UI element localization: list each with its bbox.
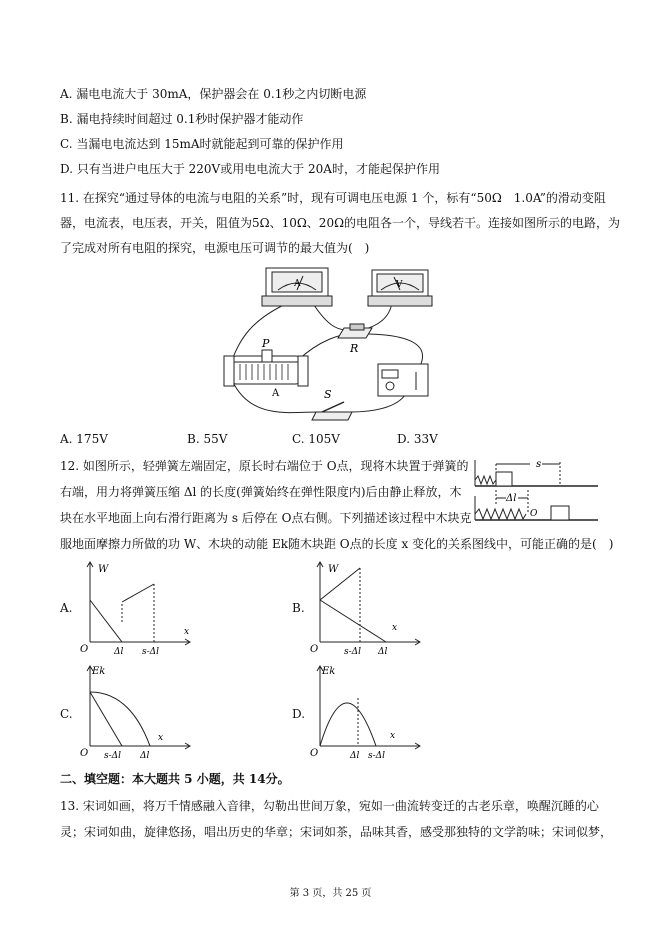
graph-b-x-label: x <box>392 623 398 633</box>
spring-figure-s-label: s <box>536 459 542 470</box>
graph-b <box>310 560 430 660</box>
graph-d <box>310 664 430 764</box>
rheostat-terminal-label: A <box>272 388 280 399</box>
graph-c-y-label: Ek <box>92 666 106 677</box>
graph-d-y-label: Ek <box>322 666 336 677</box>
graph-a-origin: O <box>80 644 89 655</box>
graph-c-origin: O <box>80 748 89 759</box>
q12-line-3: 块在水平地面上向右滑行距离为 s 后停在 O点右侧。下列描述该过程中木块克 <box>60 511 472 525</box>
q12-line-1: 12. 如图所示，轻弹簧左端固定，原长时右端位于 O点，现将木块置于弹簧的 <box>60 459 469 473</box>
voltmeter-label: V <box>396 280 403 290</box>
page-footer: 第 3 页，共 25 页 <box>289 888 372 899</box>
switch-label: S <box>324 388 332 401</box>
graph-d-x-label: x <box>390 731 396 741</box>
option-q10-a: A. 漏电电流大于 30mA，保护器会在 0.1秒之内切断电源 <box>60 87 367 101</box>
graph-a-x-label: x <box>184 627 190 637</box>
option-q10-b: B. 漏电持续时间超过 0.1秒时保护器才能动作 <box>60 112 304 126</box>
resistor-label: R <box>350 342 359 355</box>
option-q12-d: D. <box>292 707 306 721</box>
option-q12-a: A. <box>60 601 73 615</box>
graph-b-tick-1: s-Δl <box>344 647 362 657</box>
option-q11-b: B. 55V <box>187 432 228 446</box>
graph-a-tick-2: s-Δl <box>142 647 160 657</box>
option-q11-c: C. 105V <box>292 432 340 446</box>
ammeter-label: A <box>294 279 301 289</box>
option-q12-c: C. <box>60 707 73 721</box>
q13-line-2: 灵；宋词如曲，旋律悠扬，唱出历史的华章；宋词如茶，品味其香，感受那独特的文学韵味；宋词似梦， <box>60 825 613 839</box>
graph-c-tick-1: s-Δl <box>104 751 122 761</box>
option-q10-d: D. 只有当进户电压大于 220V或用电电流大于 20A时，才能起保护作用 <box>60 162 440 176</box>
q13-line-1: 13. 宋词如画，将万千情感融入音律，勾勒出世间万象，宛如一曲流转变迁的古老乐章，唤醒沉睡的心 <box>60 799 599 813</box>
graph-b-y-label: W <box>328 564 339 575</box>
graph-d-tick-1: Δl <box>350 751 360 761</box>
q11-line-2: 器，电流表，电压表，开关，阻值为5Ω、10Ω、20Ω的电阻各一个，导线若干。连接如图所示的电路，为 <box>60 216 621 230</box>
graph-c <box>80 664 200 764</box>
graph-b-origin: O <box>310 644 319 655</box>
q12-line-2: 右端，用力将弹簧压缩 Δl 的长度(弹簧始终在弹性限度内)后由静止释放，木 <box>60 485 462 499</box>
graph-a-y-label: W <box>98 564 109 575</box>
q12-line-4: 服地面摩擦力所做的功 W、木块的动能 Ek随木块距 O点的长度 x 变化的关系图线中，可能正确的是( ) <box>60 537 614 551</box>
graph-b-tick-2: Δl <box>378 647 388 657</box>
graph-c-tick-2: Δl <box>140 751 150 761</box>
q11-line-3: 了完成对所有电阻的探究，电源电压可调节的最大值为( ) <box>60 241 370 255</box>
rheostat-slider-label: P <box>262 337 270 350</box>
graph-d-tick-2: s-Δl <box>368 751 386 761</box>
section-heading: 二、填空题：本大题共 5 小题，共 14分。 <box>60 772 290 786</box>
graph-c-x-label: x <box>158 733 164 743</box>
option-q11-a: A. 175V <box>60 432 108 446</box>
graph-d-origin: O <box>310 748 319 759</box>
spring-figure-dl-label: Δl <box>506 493 517 504</box>
graph-a <box>80 560 200 660</box>
q11-line-1: 11. 在探究“通过导体的电流与电阻的关系”时，现有可调电压电源 1 个，标有“50Ω 1.0A”的滑动变阻 <box>60 191 606 205</box>
option-q10-c: C. 当漏电电流达到 15mA时就能起到可靠的保护作用 <box>60 137 344 151</box>
graph-a-tick-1: Δl <box>114 647 124 657</box>
spring-figure-o-label: O <box>530 509 538 519</box>
option-q11-d: D. 33V <box>397 432 438 446</box>
option-q12-b: B. <box>292 601 305 615</box>
